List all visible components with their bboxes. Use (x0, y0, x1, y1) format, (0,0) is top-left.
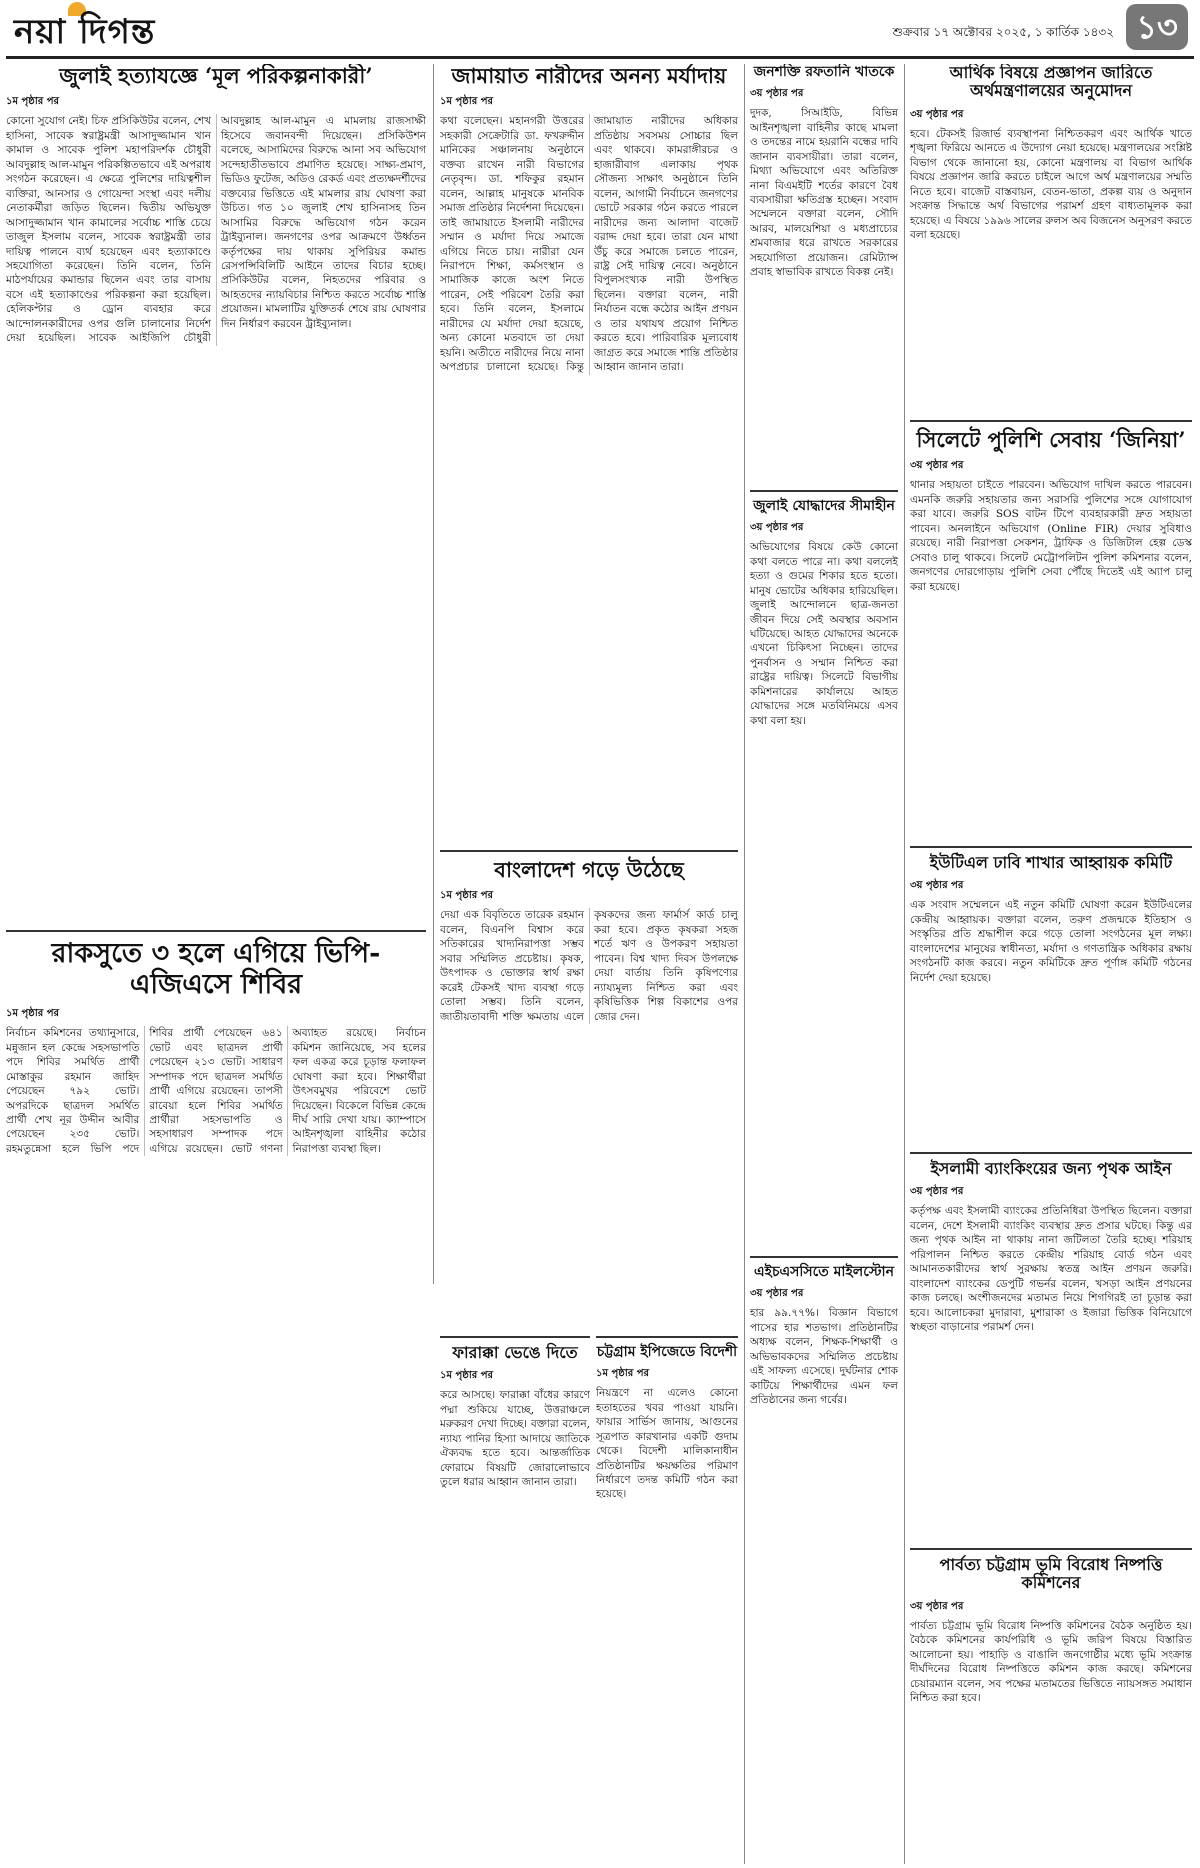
article-body: কর্তৃপক্ষ এবং ইসলামী ব্যাংকের প্রতিনিধিরা উপস্থিত ছিলেন। বক্তারা বলেন, দেশে ইসলামী ব্যাংকিং ব্যবস্থার দ্রুত প্রসার ঘটছে। কিন্তু এর জন্য পৃথক আইন না থাকায় নানা জটিলতা তৈরি হচ্ছে। শরিয়াহ পরিপালন নিশ্চিত করতে কেন্দ্রীয় শরিয়াহ বোর্ড গঠন এবং আমানতকারীদের স্বার্থ সুরক্ষায় স্বতন্ত্র আইন প্রণয়ন জরুরি। বাংলাদেশ ব্যাংকের ডেপুটি গভর্নর বলেন, খসড়া আইন প্রণয়নের কাজ চলছে। অংশীজনদের মতামত নিয়ে শিগগিরই তা চূড়ান্ত করা হবে। আলোচকরা মুদারাবা, মুশারাকা ও ইজারা ভিত্তিক বিনিয়োগে স্বচ্ছতা বাড়ানোর পরামর্শ দেন। (910, 1205, 1192, 1334)
article-sylhet (910, 420, 1192, 840)
continuation-label: ১ম পৃষ্ঠার পর (6, 1008, 59, 1020)
article-july (6, 64, 426, 924)
article-farakka (440, 1336, 590, 1864)
continuation-label: ৩য় পৃষ্ঠার পর (750, 88, 804, 100)
column-divider (904, 64, 905, 1864)
headline: জনশক্তি রফতানি খাতকে (753, 64, 895, 80)
column-divider (433, 64, 434, 1284)
page-number: ১৩ (1126, 4, 1188, 50)
article-body: পার্বত্য চট্টগ্রাম ভূমি বিরোধ নিষ্পত্তি কমিশনের বৈঠক অনুষ্ঠিত হয়। বৈঠকে কমিশনের কার্যপরিধি ও ভূমি জরিপ বিষয়ে বিস্তারিত আলোচনা হয়। পাহাড়ি ও বাঙালি জনগোষ্ঠীর মধ্যে ভূমি সংক্রান্ত দীর্ঘদিনের বিরোধ নিষ্পত্তিতে কমিশন কাজ করছে। কমিশনের চেয়ারম্যান বলেন, সব পক্ষের মতামতের ভিত্তিতে ন্যায়সঙ্গত সমাধান নিশ্চিত করা হবে। (910, 1619, 1192, 1705)
article-body: দুদক, সিআইডি, বিভিন্ন আইনশৃঙ্খলা বাহিনীর কাছে মামলা ও তদন্তের নামে হয়রানি বন্ধের দাবি জানান ব্যবসায়ীরা। তারা বলেন, মিথ্যা অভিযোগে এবং অতিরিক্ত নানা বিএমইটি শর্তের কারণে বৈধ ব্যবসায়ীরা ক্ষতিগ্রস্ত হচ্ছেন। সংবাদ সম্মেলনে বক্তারা বলেন, সৌদি আরব, মালয়েশিয়া ও মধ্যপ্রাচ্যের শ্রমবাজার ধরে রাখতে সরকারের সহযোগিতা প্রয়োজন। রেমিট্যান্স প্রবাহ স্বাভাবিক রাখতে বিকল্প নেই। (750, 107, 898, 279)
article-utl (910, 846, 1192, 1146)
headline: এইচএসসিতে মাইলস্টোন (754, 1264, 894, 1280)
continuation-label: ৩য় পৃষ্ঠার পর (750, 1288, 804, 1300)
continuation-label: ৩য় পৃষ্ঠার পর (910, 1186, 964, 1198)
article-hsc (750, 1256, 898, 1864)
headline: আর্থিক বিষয়ে প্রজ্ঞাপন জারিতে অর্থমন্ত্রণালয়ের অনুমোদন (949, 64, 1153, 101)
headline: জুলাই যোদ্ধাদের সীমাহীন (753, 498, 895, 514)
article-raksu (6, 930, 426, 1864)
headline: ইউটিএল ঢাবি শাখার আহ্বায়ক কমিটি (929, 853, 1173, 872)
continuation-label: ১ম পৃষ্ঠার পর (440, 890, 493, 902)
issue-date: শুক্রবার ১৭ অক্টোবর ২০২৫, ১ কার্তিক ১৪৩২ (892, 25, 1114, 39)
article-islami-bank (910, 1152, 1192, 1542)
newspaper-logo: নয়া দিগন্ত (14, 12, 156, 52)
continuation-label: ১ম পৃষ্ঠার পর (596, 1368, 649, 1380)
masthead (6, 0, 1194, 59)
article-body: থানার সহায়তা চাইতে পারবেন। অভিযোগ দাখিল করতে পারবেন। এমনকি জরুরি সহায়তার জন্য সরাসরি পুলিশের সঙ্গে যোগাযোগ করা যাবে। জরুরি SOS বাটন টিপে ব্যবহারকারী দ্রুত সহায়তা পাবেন। অনলাইনে অভিযোগ (Online FIR) দেয়ার সুবিধাও রয়েছে। নারী নিরাপত্তা সেকশন, ট্রাফিক ও ডিজিটাল হেল্প ডেস্ক সেবাও চালু থাকবে। সিলেট মেট্রোপলিটন পুলিশ কমিশনার বলেন, জনগণের দোরগোড়ায় পুলিশি সেবা পৌঁছে দিতেই এই অ্যাপ চালু করা হয়েছে। (910, 479, 1192, 593)
article-chattogram (596, 1336, 738, 1864)
article-body: কথা বলেছেন। মহানগরী উত্তরের সহকারী সেক্রেটারি ডা. ফখরুদ্দীন মানিকের সঞ্চালনায় অনুষ্ঠানে বক্তব্য রাখেন নারী বিভাগের নেতৃবৃন্দ। ডা. শফিকুর রহমান বলেন, আল্লাহ মানুষকে মানবিক সমাজ প্রতিষ্ঠার নির্দেশনা দিয়েছেন। তাই জামায়াতে ইসলামী নারীদের সম্মান ও মর্যাদা দিয়ে সমাজে এগিয়ে নিতে চায়। নারীরা যেন নিরাপদে শিক্ষা, কর্মসংস্থান ও সামাজিক কাজে অংশ নিতে পারেন, সেই পরিবেশ তৈরি করা হবে। তিনি বলেন, ইসলামে নারীদের যে মর্যাদা দেয়া হয়েছে, অন্য কোনো মতবাদে তা দেয়া হয়নি। অতীতে নারীদের নিয়ে নানা অপপ্রচার চালানো হয়েছে। কিন্তু জামায়াত নারীদের অধিকার প্রতিষ্ঠায় সবসময় সোচ্চার ছিল এবং থাকবে। কামরাঙ্গীরচর ও হাজারীবাগ এলাকায় পৃথক সৌজন্য সাক্ষাৎ অনুষ্ঠানে তিনি বলেন, আগামী নির্বাচনে জনগণের ভোটে সরকার গঠন করতে পারলে নারীদের জন্য আলাদা বাজেট বরাদ্দ দেয়া হবে। তারা যেন মাথা উঁচু করে সমাজে চলতে পারেন, রাষ্ট্র সেই দায়িত্ব নেবে। অনুষ্ঠানে বিপুলসংখ্যক নারী উপস্থিত ছিলেন। বক্তারা বলেন, নারী নির্যাতন বন্ধে কঠোর আইন প্রণয়ন ও তার যথাযথ প্রয়োগ নিশ্চিত করতে হবে। পারিবারিক মূল্যবোধ জাগ্রত করে সমাজে শান্তি প্রতিষ্ঠার আহ্বান জানান তারা। (440, 115, 738, 374)
headline: সিলেটে পুলিশি সেবায় ‘জিনিয়া’ (916, 427, 1186, 452)
article-body: হার ৯৯.৭৭%। বিজ্ঞান বিভাগে পাসের হার শতভাগ। প্রতিষ্ঠানটির অধ্যক্ষ বলেন, শিক্ষক-শিক্ষার্থী ও অভিভাবকদের সম্মিলিত প্রচেষ্টায় এই সাফল্য এসেছে। দুর্ঘটনার শোক কাটিয়ে শিক্ষার্থীদের এমন ফল প্রতিষ্ঠানের জন্য গর্বের। (750, 1307, 898, 1406)
article-body: করে আসছে। ফারাক্কা বাঁধের কারণে পদ্মা শুকিয়ে যাচ্ছে, উত্তরাঞ্চলে মরুকরণ দেখা দিচ্ছে। বক্তারা বলেন, ন্যায্য পানির হিস্যা আদায়ে জাতিকে ঐক্যবদ্ধ হতে হবে। আন্তর্জাতিক ফোরামে বিষয়টি জোরালোভাবে তুলে ধরার আহ্বান জানান তারা। (440, 1389, 590, 1489)
article-jamaat (440, 64, 738, 844)
continuation-label: ৩য় পৃষ্ঠার পর (910, 1600, 964, 1612)
continuation-label: ৩য় পৃষ্ঠার পর (910, 880, 964, 892)
article-july-jodda (750, 490, 898, 1250)
article-body: হবে। টেকসই রিজার্ভ ব্যবস্থাপনা নিশ্চিতকরণ এবং আর্থিক খাতে শৃঙ্খলা ফিরিয়ে আনতে এ উদ্যোগ নেয়া হয়েছে। মন্ত্রণালয়ের সংশ্লিষ্ট বিভাগ থেকে জানানো হয়, কোনো মন্ত্রণালয় বা বিভাগ আর্থিক বিষয়ে প্রজ্ঞাপন জারি করতে চাইলে আগে অর্থ মন্ত্রণালয়ের সম্মতি নিতে হবে। বাজেট বাস্তবায়ন, বেতন-ভাতা, প্রকল্প ব্যয় ও অনুদান সংক্রান্ত সিদ্ধান্তে অর্থ বিভাগের পরামর্শ গ্রহণ বাধ্যতামূলক করা হয়েছে। এ বিষয়ে ১৯৯৬ সালের রুলস অব বিজনেস অনুসরণ করতে বলা হয়েছে। (910, 127, 1192, 242)
headline: বাংলাদেশ গড়ে উঠেছে (494, 857, 684, 882)
article-body: কোনো সুযোগ নেই। চিফ প্রসিকিউটর বলেন, শেখ হাসিনা, সাবেক স্বরাষ্ট্রমন্ত্রী আসাদুজ্জামান খান কামাল ও সাবেক পুলিশ মহাপরিদর্শক চৌধুরী আবদুল্লাহ আল-মামুন পরিকল্পিতভাবে এই অপরাধ সংগঠন করেছেন। এ ক্ষেত্রে পুলিশের দায়িত্বশীল ব্যক্তিরা, আনসার ও গোয়েন্দা সংস্থা এবং দলীয় নেতাকর্মীরা জড়িত ছিলেন। দ্বিতীয় অভিযুক্ত আসাদুজ্জামান খান কামালের সর্বোচ্চ শাস্তি চেয়ে তাজুল ইসলাম বলেন, সাবেক স্বরাষ্ট্রমন্ত্রী তার দায়িত্ব পালনে ব্যর্থ হয়েছেন এবং হত্যাকাণ্ডে সহযোগিতা করেছেন। তিনি বলেন, তিনি মাঠপর্যায়ের কমান্ডার ছিলেন এবং তার বাসায় বসে এই হত্যাকাণ্ডের পরিকল্পনা করা হয়েছিল। হেলিকপ্টার ও ড্রোন ব্যবহার করে আন্দোলনকারীদের ওপর গুলি চালানোর নির্দেশ দেয়া হয়েছিল। সাবেক আইজিপি চৌধুরী আবদুল্লাহ আল-মামুন এ মামলায় রাজসাক্ষী হিসেবে জবানবন্দী দিয়েছেন। প্রসিকিউশন বলেছে, আসামিদের বিরুদ্ধে আনা সব অভিযোগ সন্দেহাতীতভাবে প্রমাণিত হয়েছে। সাক্ষ্য-প্রমাণ, ভিডিও ফুটেজ, অডিও রেকর্ড এবং প্রত্যক্ষদর্শীদের বক্তব্যের ভিত্তিতে এই মামলার রায় ঘোষণা করা উচিত। গত ১০ জুলাই শেখ হাসিনাসহ তিন আসামির বিরুদ্ধে অভিযোগ গঠন করেন ট্রাইব্যুনাল। জনগণের ওপর আক্রমণে উর্ধ্বতন কর্তৃপক্ষের দায় থাকায় সুপিরিয়র কমান্ড রেসপন্সিবিলিটি আইনে তাদের বিচার হচ্ছে। প্রসিকিউটর বলেন, নিহতদের পরিবার ও আহতদের ন্যায়বিচার নিশ্চিত করতে সর্বোচ্চ শাস্তি প্রয়োজন। মামলাটির যুক্তিতর্ক শেষে রায় ঘোষণার দিন নির্ধারণ করবেন ট্রাইব্যুনাল। (6, 115, 426, 345)
article-jonoshakti (750, 64, 898, 484)
continuation-label: ১ম পৃষ্ঠার পর (440, 1370, 493, 1382)
continuation-label: ১ম পৃষ্ঠার পর (6, 96, 59, 108)
continuation-label: ১ম পৃষ্ঠার পর (440, 96, 493, 108)
article-body: নির্বাচন কমিশনের তথ্যানুসারে, মন্নুজান হল কেন্দ্রে সহসভাপতি পদে শিবির সমর্থিত প্রার্থী মোস্তাকুর রহমান জাহিদ পেয়েছেন ৭৯২ ভোট। অপরদিকে ছাত্রদল সমর্থিত প্রার্থী শেখ নূর উদ্দীন আবীর পেয়েছেন ২৩৫ ভোট। রহমতুন্নেসা হলে ভিপি পদে শিবির প্রার্থী পেয়েছেন ৬৪১ ভোট এবং ছাত্রদল প্রার্থী পেয়েছেন ২১৩ ভোট। সাধারণ সম্পাদক পদে ছাত্রদল সমর্থিত প্রার্থী এগিয়ে রয়েছেন। তাপসী রাবেয়া হলে শিবির সমর্থিত প্রার্থীরা সহসভাপতি ও সহসাধারণ সম্পাদক পদে এগিয়ে রয়েছেন। ভোট গণনা অব্যাহত রয়েছে। নির্বাচন কমিশন জানিয়েছে, সব হলের ফল একত্র করে চূড়ান্ত ফলাফল ঘোষণা করা হবে। শিক্ষার্থীরা উৎসবমুখর পরিবেশে ভোট দিয়েছেন। বিকেলে বিভিন্ন কেন্দ্রে দীর্ঘ সারি দেখা যায়। ক্যাম্পাসে আইনশৃঙ্খলা বাহিনীর কঠোর নিরাপত্তা ব্যবস্থা ছিল। (6, 1027, 426, 1155)
headline: ইসলামী ব্যাংকিংয়ের জন্য পৃথক আইন (930, 1159, 1172, 1178)
headline: পার্বত্য চট্টগ্রাম ভূমি বিরোধ নিষ্পত্তি কমিশনের (939, 1555, 1163, 1593)
article-body: এক সংবাদ সম্মেলনে এই নতুন কমিটি ঘোষণা করেন ইউটিএলের কেন্দ্রীয় আহ্বায়ক। বক্তারা বলেন, তরুণ প্রজন্মকে ইতিহাস ও সংস্কৃতির প্রতি শ্রদ্ধাশীল করে গড়ে তোলা সংগঠনের মূল লক্ষ্য। বাংলাদেশের মানুষের স্বাধীনতা, মর্যাদা ও গণতান্ত্রিক অধিকার রক্ষায় সংগঠনটি কাজ করবে। নতুন কমিটিকে দ্রুত পূর্ণাঙ্গ কমিটি গঠনের নির্দেশ দেয়া হয়েছে। (910, 899, 1192, 984)
article-parbatya (910, 1548, 1192, 1864)
headline: জামায়াত নারীদের অনন্য মর্যাদায় (451, 64, 727, 88)
headline: রাকসুতে ৩ হলে এগিয়ে ভিপি-এজিএসে শিবির (51, 938, 381, 1001)
page-body (6, 64, 1194, 1864)
headline: ফারাক্কা ভেঙে দিতে (452, 1343, 578, 1362)
article-body: অভিযোগের বিষয়ে কেউ কোনো কথা বলতে পারে না। কথা বললেই হত্যা ও গুমের শিকার হতে হতো। মানুষ ভোটের অধিকার হারিয়েছিল। জুলাই আন্দোলনে ছাত্র-জনতা জীবন দিয়ে সেই অবস্থার অবসান ঘটিয়েছে। আহত যোদ্ধাদের অনেকে এখনো চিকিৎসা নিচ্ছেন। তাদের পুনর্বাসন ও সম্মান নিশ্চিত করা রাষ্ট্রের দায়িত্ব। সিলেটে বিভাগীয় কমিশনারের কার্যালয়ে আহত যোদ্ধাদের সঙ্গে মতবিনিময়ে এসব কথা বলা হয়। (750, 541, 898, 727)
article-body: নিয়ন্ত্রণে না এলেও কোনো হতাহতের খবর পাওয়া যায়নি। ফায়ার সার্ভিস জানায়, আগুনের সূত্রপাত কারখানার একটি গুদাম থেকে। বিদেশী মালিকানাধীন প্রতিষ্ঠানটির ক্ষয়ক্ষতির পরিমাণ নির্ধারণে তদন্ত কমিটি গঠন করা হয়েছে। (596, 1387, 738, 1501)
column-divider (744, 64, 745, 1864)
article-bangladesh (440, 850, 738, 1330)
continuation-label: ৩য় পৃষ্ঠার পর (910, 108, 964, 120)
continuation-label: ৩য় পৃষ্ঠার পর (910, 460, 964, 472)
headline: চট্টগ্রাম ইপিজেডে বিদেশী (596, 1344, 738, 1360)
continuation-label: ৩য় পৃষ্ঠার পর (750, 522, 804, 534)
article-body: দেয়া এক বিবৃতিতে তারেক রহমান বলেন, বিএনপি বিশ্বাস করে সতিকারের খাদ্যনিরাপত্তা সম্ভব সবার সম্মিলিত প্রচেষ্টায়। কৃষক, উৎপাদক ও ভোক্তার স্বার্থ রক্ষা করেই টেকসই খাদ্য ব্যবস্থা গড়ে তোলা সম্ভব। তিনি বলেন, জাতীয়তাবাদী শক্তি ক্ষমতায় এলে কৃষকদের জন্য ফার্মার্স কার্ড চালু করা হবে। প্রকৃত কৃষকরা সহজ শর্তে ঋণ ও উপকরণ সহায়তা পাবেন। বিশ্ব খাদ্য দিবস উপলক্ষে দেয়া বার্তায় তিনি কৃষিপণ্যের ন্যায্যমূল্য নিশ্চিত করা এবং কৃষিভিত্তিক শিল্প বিকাশের ওপর জোর দেন। (440, 909, 738, 1023)
headline: জুলাই হত্যাযজ্ঞে ‘মূল পরিকল্পনাকারী’ (59, 64, 373, 88)
article-arthik (910, 64, 1192, 414)
